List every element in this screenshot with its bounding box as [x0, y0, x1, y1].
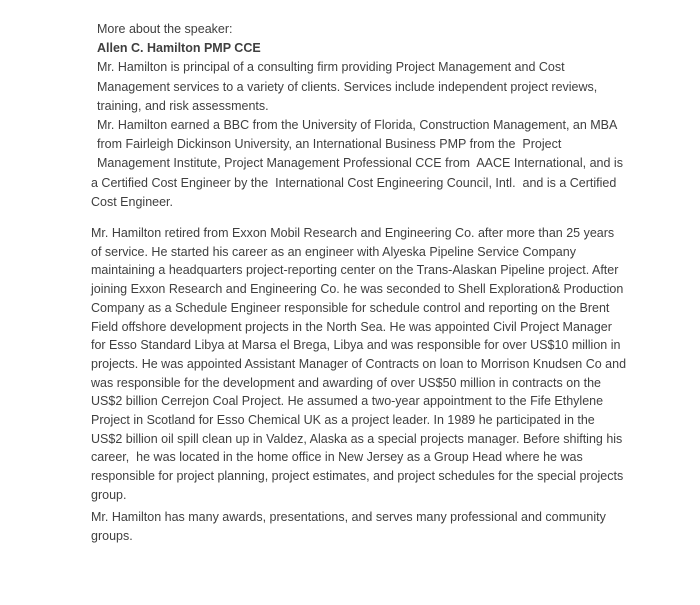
text-line: group.	[91, 487, 127, 502]
text-line: was responsible for the development and awarding of over US$50 million in contracts on the	[91, 375, 602, 390]
text-line: training, and risk assessments.	[97, 98, 269, 113]
text-line: Management services to a variety of clients. Services include independent project reviews,	[97, 79, 598, 94]
speaker-activities-text	[91, 508, 606, 546]
text-line: US$2 billion Cerrejon Coal Project. He assumed a two-year appointment to the Fife Ethylene	[91, 394, 604, 409]
text-line: for Esso Standard Libya at Marsa el Brega, Libya and was responsible for over US$10 million in	[91, 338, 621, 353]
text-line: Project in Scotland for Esso Chemical UK as a project leader. In 1989 he participated in the	[91, 413, 595, 428]
text-line: maintaining a headquarters project-reporting center on the Trans-Alaskan Pipeline project. After	[91, 263, 619, 278]
text-line: career, he was located in the home office in New Jersey as a Group Head where he was	[91, 450, 583, 465]
text-line: Field offshore development projects in the North Sea. He was appointed Civil Project Manager	[91, 319, 612, 334]
text-line: Mr. Hamilton retired from Exxon Mobil Research and Engineering Co. after more than 25 years	[91, 226, 615, 240]
speaker-intro-label: More about the speaker:	[97, 22, 233, 36]
text-line: US$2 billion oil spill clean up in Valdez, Alaska as a special projects manager. Before shifting his	[91, 431, 623, 446]
text-line: a Certified Cost Engineer by the International Cost Engineering Council, Intl. and is a Certified	[91, 176, 617, 190]
text-line: Cost Engineer.	[91, 195, 173, 210]
text-line: responsible for project planning, project estimates, and project schedules for the special projects	[91, 469, 624, 484]
speaker-credentials-text	[97, 58, 623, 173]
text-line: Mr. Hamilton is principal of a consulting firm providing Project Management and Cost	[97, 60, 565, 75]
text-line: Management Institute, Project Management Professional CCE from AACE International, and is	[97, 156, 623, 171]
speaker-career-text	[91, 224, 626, 505]
text-line: groups.	[91, 529, 133, 544]
speaker-about-section	[97, 20, 623, 174]
text-line: joining Exxon Research and Engineering Co. he was seconded to Shell Exploration& Production	[91, 282, 624, 297]
text-line: Mr. Hamilton earned a BBC from the University of Florida, Construction Management, an MBA	[97, 118, 618, 133]
text-line: Company as a Schedule Engineer responsible for schedule control and reporting on the Brent	[91, 300, 610, 315]
text-line: from Fairleigh Dickinson University, an International Business PMP from the Project	[97, 137, 562, 152]
text-line: of service. He started his career as an engineer with Alyeska Pipeline Service Company	[91, 244, 576, 259]
text-line: projects. He was appointed Assistant Manager of Contracts on loan to Morrison Knudsen Co and	[91, 356, 627, 371]
speaker-credentials-continued-text	[91, 174, 616, 212]
speaker-name: Allen C. Hamilton PMP CCE	[97, 41, 261, 56]
text-line: Mr. Hamilton has many awards, presentations, and serves many professional and community	[91, 510, 606, 524]
